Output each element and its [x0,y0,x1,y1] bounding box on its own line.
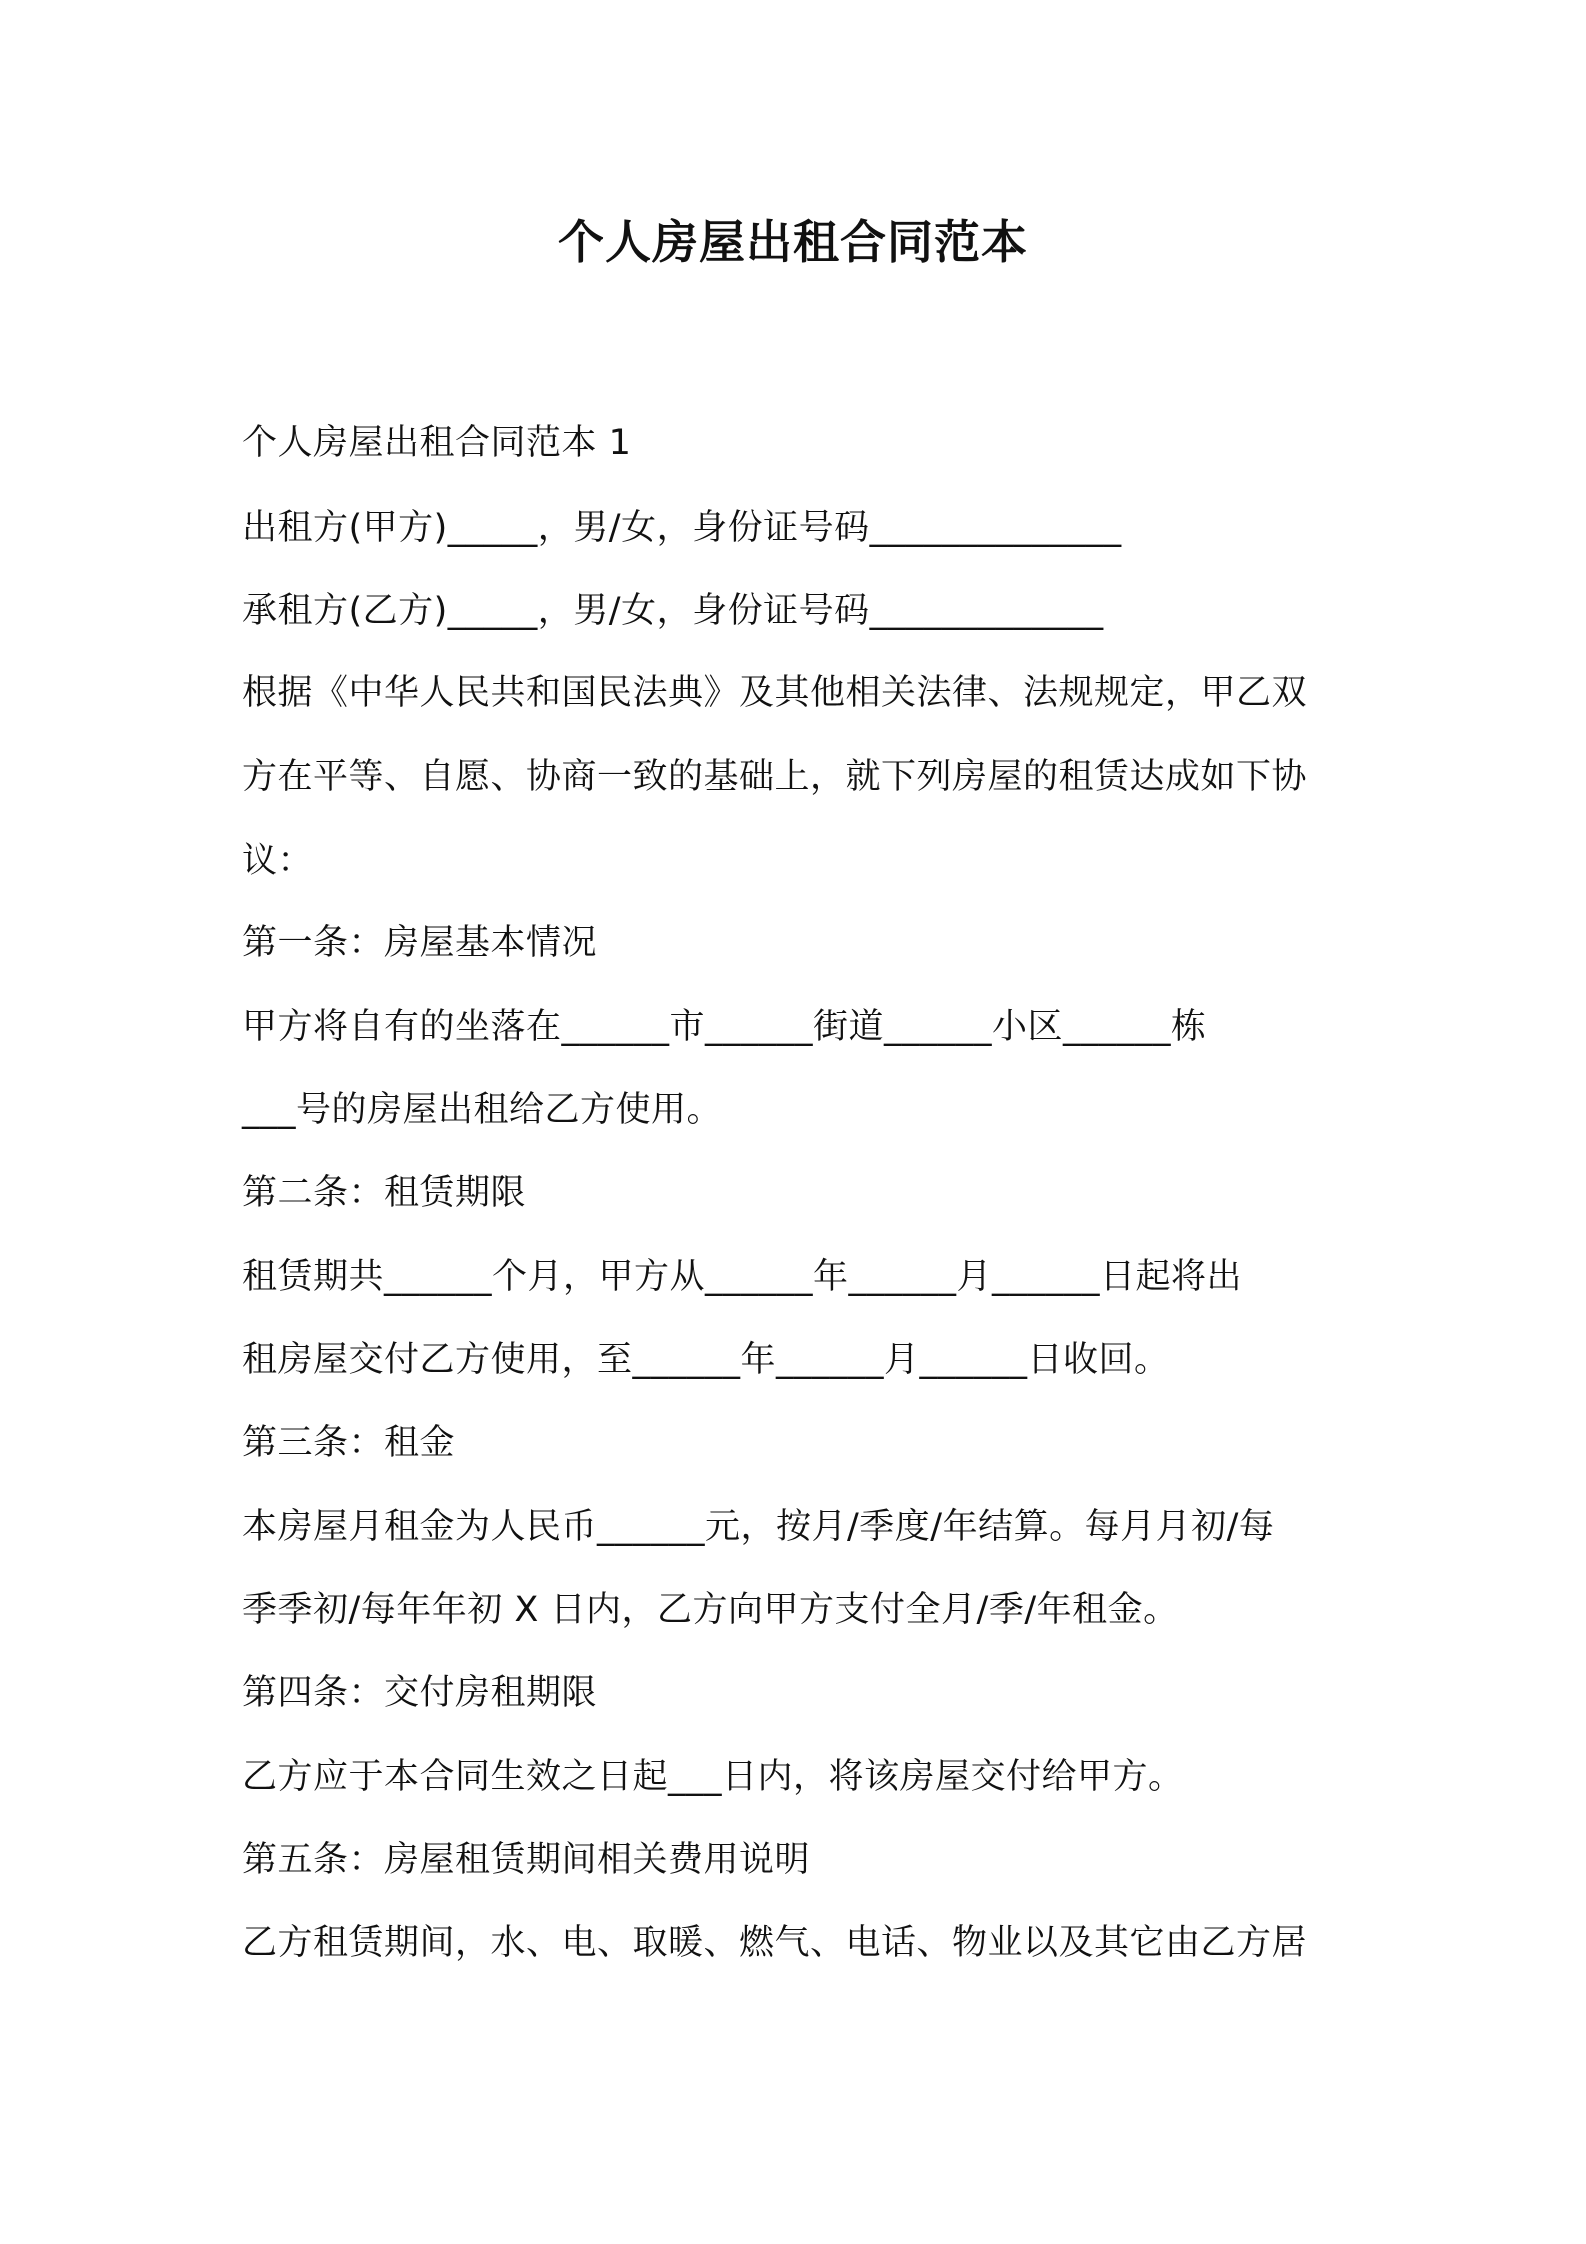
lessee-line: 承租方(乙方)_____，男/女，身份证号码_____________ [242,591,1104,631]
article-2-line-1: 租赁期共______个月，甲方从______年______月______日起将出 [242,1257,1243,1297]
article-3-line-1: 本房屋月租金为人民币______元，按月/季度/年结算。每月月初/每 [242,1507,1275,1547]
preamble-line-2: 方在平等、自愿、协商一致的基础上，就下列房屋的租赁达成如下协 [242,757,1308,797]
article-4-line-1: 乙方应于本合同生效之日起___日内，将该房屋交付给甲方。 [242,1757,1184,1797]
article-1-line-1: 甲方将自有的坐落在______市______街道______小区______栋 [242,1007,1207,1047]
article-5-line-1: 乙方租赁期间，水、电、取暖、燃气、电话、物业以及其它由乙方居 [242,1923,1308,1963]
section-heading-sample-1: 个人房屋出租合同范本 1 [242,423,632,463]
preamble-line-1: 根据《中华人民共和国民法典》及其他相关法律、法规规定，甲乙双 [242,673,1308,713]
article-2-line-2: 租房屋交付乙方使用，至______年______月______日收回。 [242,1340,1170,1380]
article-2-heading: 第二条：租赁期限 [242,1173,527,1213]
article-5-heading: 第五条：房屋租赁期间相关费用说明 [242,1840,811,1880]
article-1-heading: 第一条：房屋基本情况 [242,923,598,963]
article-3-line-2: 季季初/每年年初 X 日内，乙方向甲方支付全月/季/年租金。 [242,1590,1179,1630]
article-4-heading: 第四条：交付房租期限 [242,1673,598,1713]
document-title: 个人房屋出租合同范本 [558,215,1028,269]
article-1-line-2: ___号的房屋出租给乙方使用。 [242,1090,723,1130]
lessor-line: 出租方(甲方)_____，男/女，身份证号码______________ [242,508,1122,548]
preamble-line-3: 议： [242,841,314,881]
article-3-heading: 第三条：租金 [242,1423,456,1463]
